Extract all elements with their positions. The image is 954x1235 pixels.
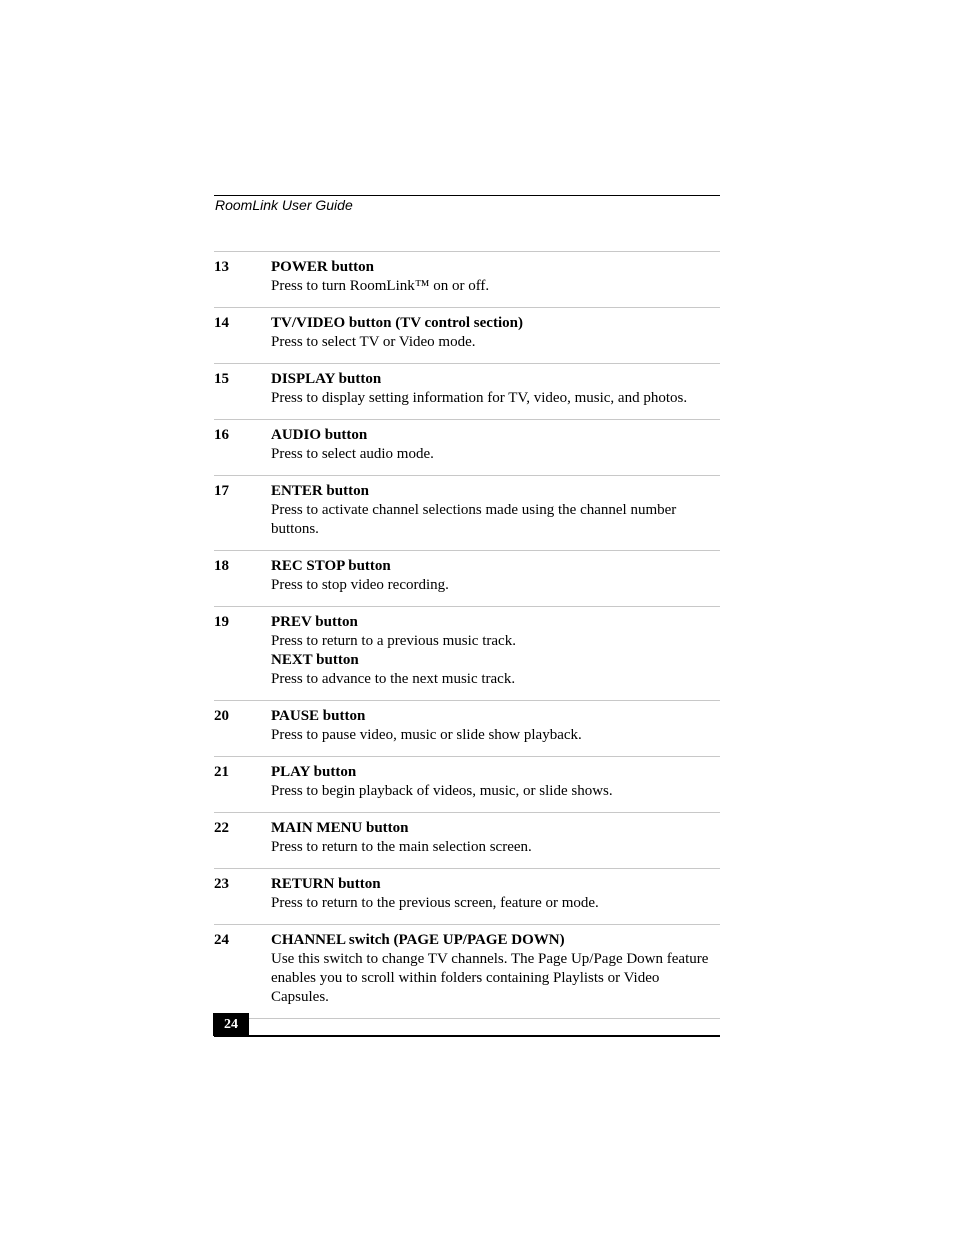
item-content <box>271 707 720 745</box>
item-content <box>271 370 720 408</box>
table-row <box>214 364 720 420</box>
table-row <box>214 701 720 757</box>
item-description: Press to return to a previous music track. <box>271 633 516 649</box>
item-number: 14 <box>214 315 229 331</box>
table-row <box>214 607 720 701</box>
running-head: RoomLink User Guide <box>215 197 353 213</box>
item-number: 16 <box>214 427 229 443</box>
page-number: 24 <box>213 1013 249 1036</box>
item-content <box>271 763 720 801</box>
item-number: 18 <box>214 558 229 574</box>
table-row <box>214 813 720 869</box>
item-label: ENTER button <box>271 483 369 499</box>
item-description: Press to display setting information for TV, video, music, and photos. <box>271 390 688 406</box>
button-description-table <box>214 251 720 1019</box>
item-number: 22 <box>214 820 229 836</box>
item-content <box>271 875 720 913</box>
item-description: Press to select TV or Video mode. <box>271 334 476 350</box>
item-content <box>271 314 720 352</box>
item-label: MAIN MENU button <box>271 820 409 836</box>
item-label: PLAY button <box>271 764 357 780</box>
item-label: AUDIO button <box>271 427 368 443</box>
table-row <box>214 308 720 364</box>
item-description: Press to turn RoomLink™ on or off. <box>271 278 490 294</box>
table-row <box>214 757 720 813</box>
item-description: Use this switch to change TV channels. The Page Up/Page Down feature enables you to scroll within folders containing Playlists or Video Capsules. <box>271 951 709 1005</box>
item-number: 23 <box>214 876 229 892</box>
item-label: POWER button <box>271 259 374 275</box>
item-description: Press to return to the previous screen, feature or mode. <box>271 895 599 911</box>
item-content <box>271 258 720 296</box>
item-content <box>271 482 720 539</box>
item-description: Press to return to the main selection screen. <box>271 839 532 855</box>
item-description: Press to advance to the next music track. <box>271 671 516 687</box>
item-description: Press to pause video, music or slide show playback. <box>271 727 582 743</box>
header-rule <box>214 195 720 196</box>
item-label: NEXT button <box>271 652 359 668</box>
item-description: Press to activate channel selections made using the channel number buttons. <box>271 502 677 537</box>
item-number: 21 <box>214 764 229 780</box>
item-label: TV/VIDEO button (TV control section) <box>271 315 523 331</box>
item-label: REC STOP button <box>271 558 391 574</box>
item-content <box>271 426 720 464</box>
item-number: 19 <box>214 614 229 630</box>
item-content <box>271 613 720 689</box>
item-number: 24 <box>214 932 229 948</box>
table-row <box>214 420 720 476</box>
item-description: Press to select audio mode. <box>271 446 434 462</box>
footer-rule <box>214 1035 720 1037</box>
item-content <box>271 819 720 857</box>
item-content <box>271 557 720 595</box>
item-label: RETURN button <box>271 876 381 892</box>
table-row <box>214 869 720 925</box>
item-description: Press to begin playback of videos, music, or slide shows. <box>271 783 613 799</box>
item-number: 20 <box>214 708 229 724</box>
item-number: 15 <box>214 371 229 387</box>
item-label: PAUSE button <box>271 708 366 724</box>
item-label: PREV button <box>271 614 358 630</box>
item-description: Press to stop video recording. <box>271 577 449 593</box>
table-row <box>214 925 720 1019</box>
item-label: DISPLAY button <box>271 371 382 387</box>
item-number: 17 <box>214 483 229 499</box>
item-number: 13 <box>214 259 229 275</box>
table-row <box>214 551 720 607</box>
table-row <box>214 252 720 308</box>
table-row <box>214 476 720 551</box>
item-label: CHANNEL switch (PAGE UP/PAGE DOWN) <box>271 932 565 948</box>
item-content <box>271 931 720 1007</box>
